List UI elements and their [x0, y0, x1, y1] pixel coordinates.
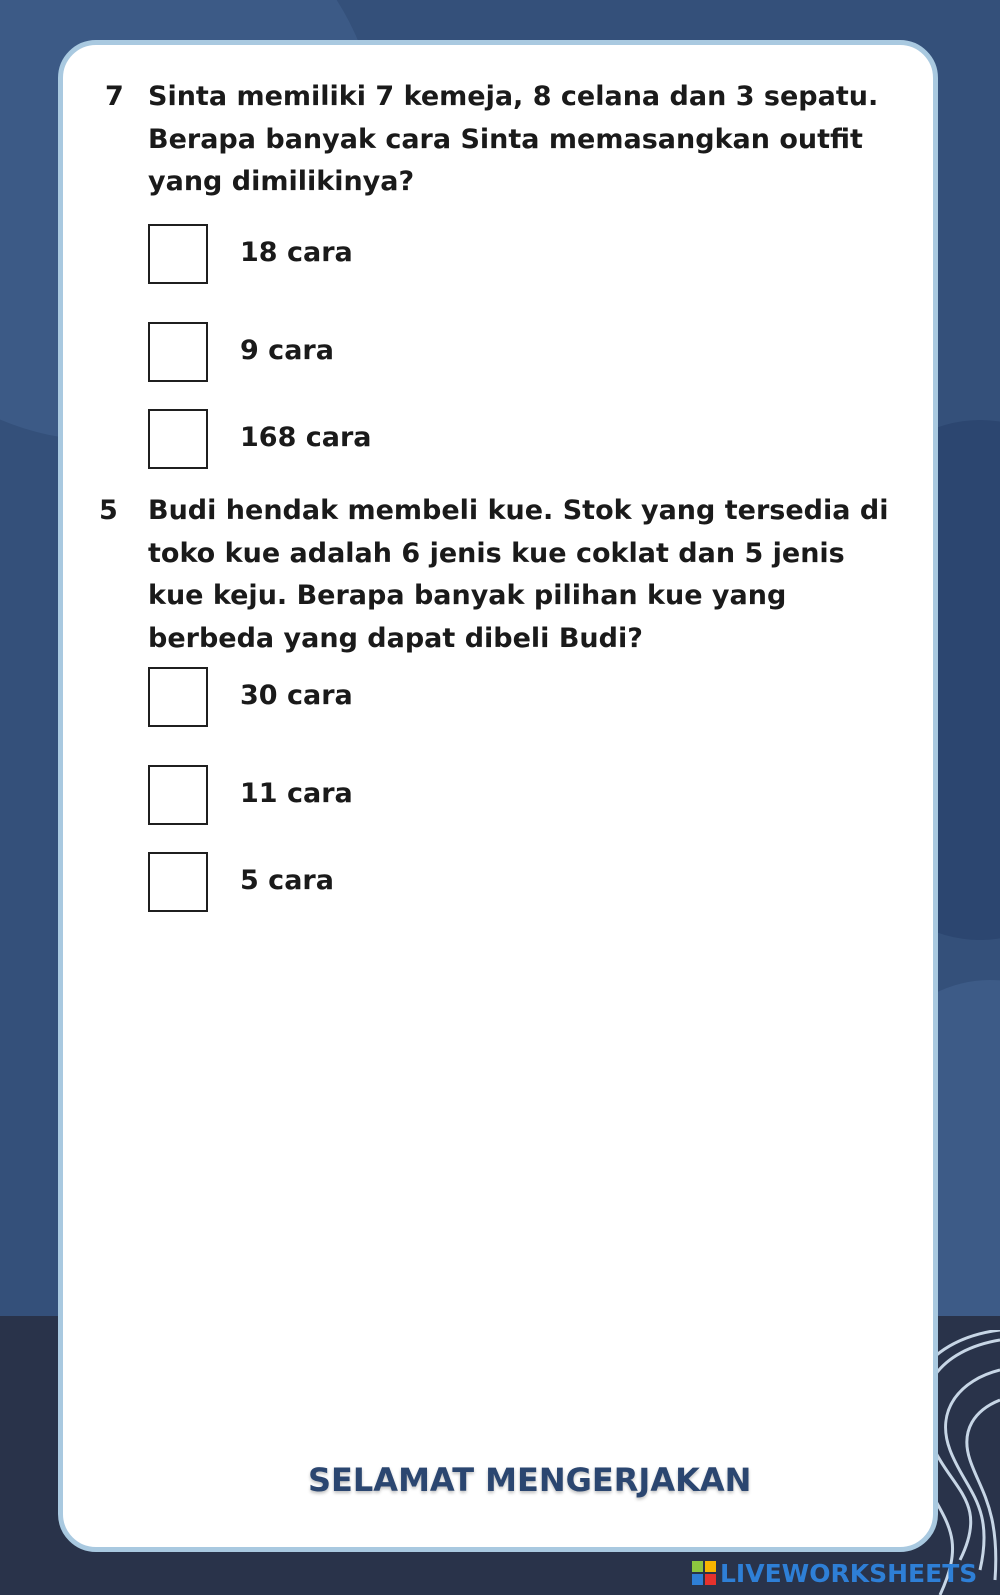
- option-18-cara[interactable]: [148, 224, 548, 284]
- answer-checkbox[interactable]: [148, 322, 208, 382]
- question-number: 5: [99, 495, 118, 526]
- question-text: Budi hendak membeli kue. Stok yang tersedia di toko kue adalah 6 jenis kue coklat dan 5 jenis kue keju. Berapa banyak pilihan kue yang berbeda yang dapat dibeli Budi?: [148, 495, 889, 654]
- option-label: 168 cara: [240, 422, 372, 453]
- answer-checkbox[interactable]: [148, 224, 208, 284]
- option-11-cara[interactable]: [148, 765, 548, 825]
- answer-checkbox[interactable]: [148, 409, 208, 469]
- option-label: 9 cara: [240, 335, 334, 366]
- brand-watermark: [692, 1557, 992, 1587]
- question-number: 7: [105, 81, 124, 112]
- worksheet-card: [58, 40, 938, 1552]
- answer-checkbox[interactable]: [148, 765, 208, 825]
- option-label: 11 cara: [240, 778, 353, 809]
- option-30-cara[interactable]: [148, 667, 548, 727]
- option-168-cara[interactable]: [148, 409, 548, 469]
- option-label: 30 cara: [240, 680, 353, 711]
- brand-name: LIVEWORKSHEETS: [720, 1559, 978, 1588]
- option-label: 5 cara: [240, 865, 334, 896]
- footer-message: SELAMAT MENGERJAKAN: [308, 1461, 752, 1499]
- liveworksheets-logo-icon: [692, 1561, 716, 1585]
- option-9-cara[interactable]: [148, 322, 548, 382]
- option-5-cara[interactable]: [148, 852, 548, 912]
- option-label: 18 cara: [240, 237, 353, 268]
- question-text: Sinta memiliki 7 kemeja, 8 celana dan 3 sepatu. Berapa banyak cara Sinta memasangkan outfit yang dimilikinya?: [148, 81, 879, 197]
- answer-checkbox[interactable]: [148, 667, 208, 727]
- answer-checkbox[interactable]: [148, 852, 208, 912]
